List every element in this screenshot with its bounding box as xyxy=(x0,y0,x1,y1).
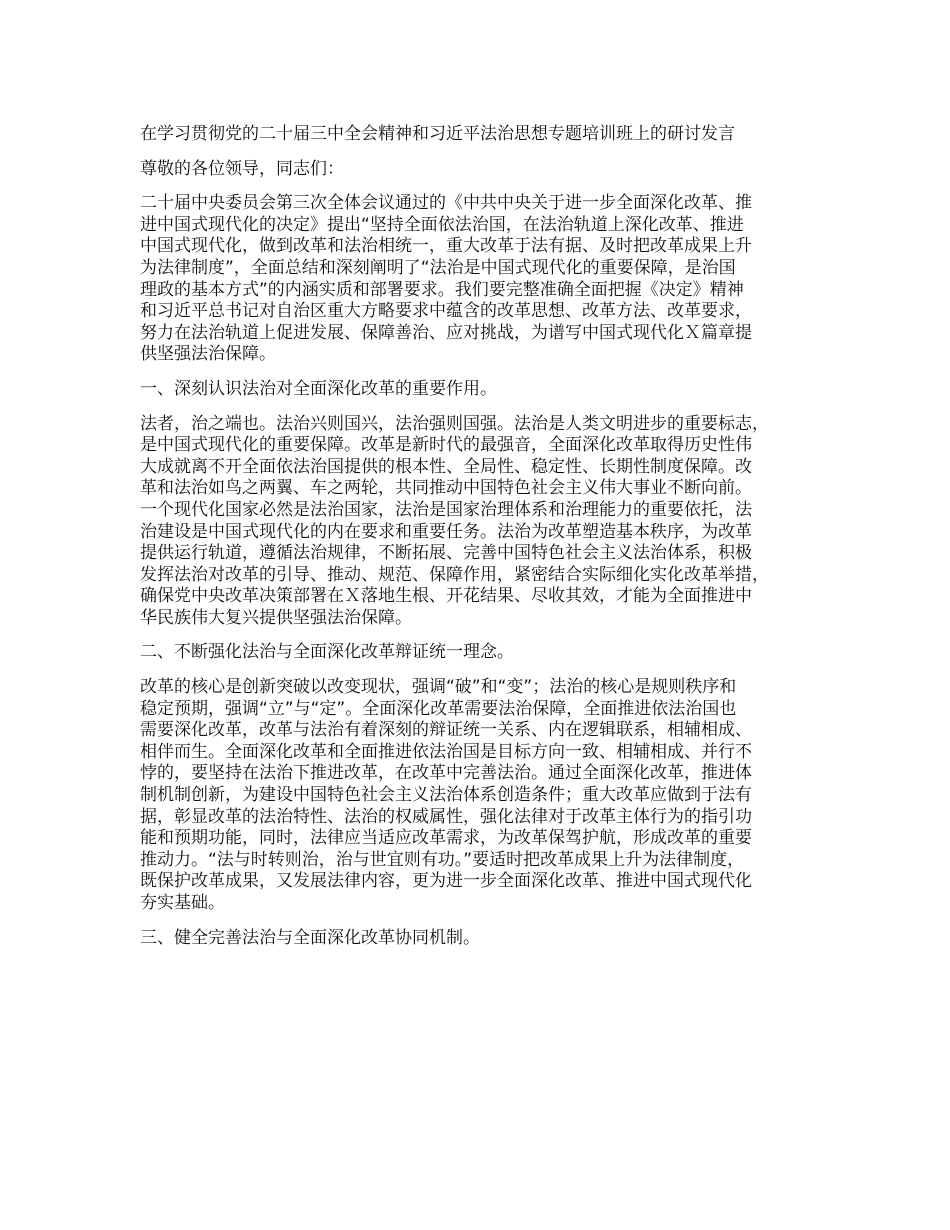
section-heading-2: 二、不断强化法治与全面深化改革辩证统一理念。 xyxy=(140,642,514,663)
document-title: 在学习贯彻党的二十届三中全会精神和习近平法治思想专题培训班上的研讨发言 xyxy=(140,124,735,144)
section-heading-1: 一、深刻认识法治对全面深化改革的重要作用。 xyxy=(140,378,497,399)
paragraph-intro: 二十届中央委员会第三次全体会议通过的《中共中央关于进一步全面深化改革、推 进中国式现代化的决定》提出“坚持全面依法治国，在法治轨道上深化改革、推进 中国式现代化，做到改革和法治相统一，重大改革于法有据、及时把改革成果上升 为法律制度”，全面总结和深刻阐明了“法治是中国式现代化的重要保障，是治国 理政的基本方式”的内涵实质和部署要求。我们要完整准确全面把握《决定》精神 和习近平总书记对自治区重大方略要求中蕴含的改革思想、改革方法、改革要求， 努力在法治轨道上促进发展、保障善治、应对挑战，为谱写中国式现代化Ｘ篇章提 供坚强法治保障。 xyxy=(140,193,752,365)
body-content xyxy=(140,193,830,949)
paragraph-section-1: 法者，治之端也。法治兴则国兴，法治强则国强。法治是人类文明进步的重要标志， 是中国式现代化的重要保障。改革是新时代的最强音，全面深化改革取得历史性伟 大成就离不开全面依法治国提供的根本性、全局性、稳定性、长期性制度保障。改 革和法治如鸟之两翼、车之两轮，共同推动中国特色社会主义伟大事业不断向前。 一个现代化国家必然是法治国家，法治是国家治理体系和治理能力的重要依托，法 治建设是中国式现代化的内在要求和重要任务。法治为改革塑造基本秩序，为改革 提供运行轨道，遵循法治规律，不断拓展、完善中国特色社会主义法治体系，积极 发挥法治对改革的引导、推动、规范、保障作用，紧密结合实际细化实化改革举措， 确保党中央改革决策部署在Ｘ落地生根、开花结果、尽收其效，才能为全面推进中 华民族伟大复兴提供坚强法治保障。 xyxy=(140,413,769,628)
section-heading-3: 三、健全完善法治与全面深化改革协同机制。 xyxy=(140,927,480,948)
paragraph-section-2: 改革的核心是创新突破以改变现状，强调“破”和“变”；法治的核心是规则秩序和 稳定预期，强调“立”与“定”。全面深化改革需要法治保障，全面推进依法治国也 需要深化改革，改革与法治有着深刻的辩证统一关系、内在逻辑联系，相辅相成、 相伴而生。全面深化改革和全面推进依法治国是目标方向一致、相辅相成、并行不 悖的，要坚持在法治下推进改革，在改革中完善法治。通过全面深化改革，推进体 制机制创新，为建设中国特色社会主义法治体系创造条件；重大改革应做到于法有 据，彰显改革的法治特性、法治的权威属性，强化法律对于改革主体行为的指引功 能和预期功能，同时，法律应当适应改革需求，为改革保驾护航，形成改革的重要 推动力。“法与时转则治，治与世宜则有功。”要适时把改革成果上升为法律制度， 既保护改革成果，又发展法律内容，更为进一步全面深化改革、推进中国式现代化 夯实基础。 xyxy=(140,677,752,913)
document-page xyxy=(140,124,830,962)
greeting: 尊敬的各位领导，同志们： xyxy=(140,158,344,179)
